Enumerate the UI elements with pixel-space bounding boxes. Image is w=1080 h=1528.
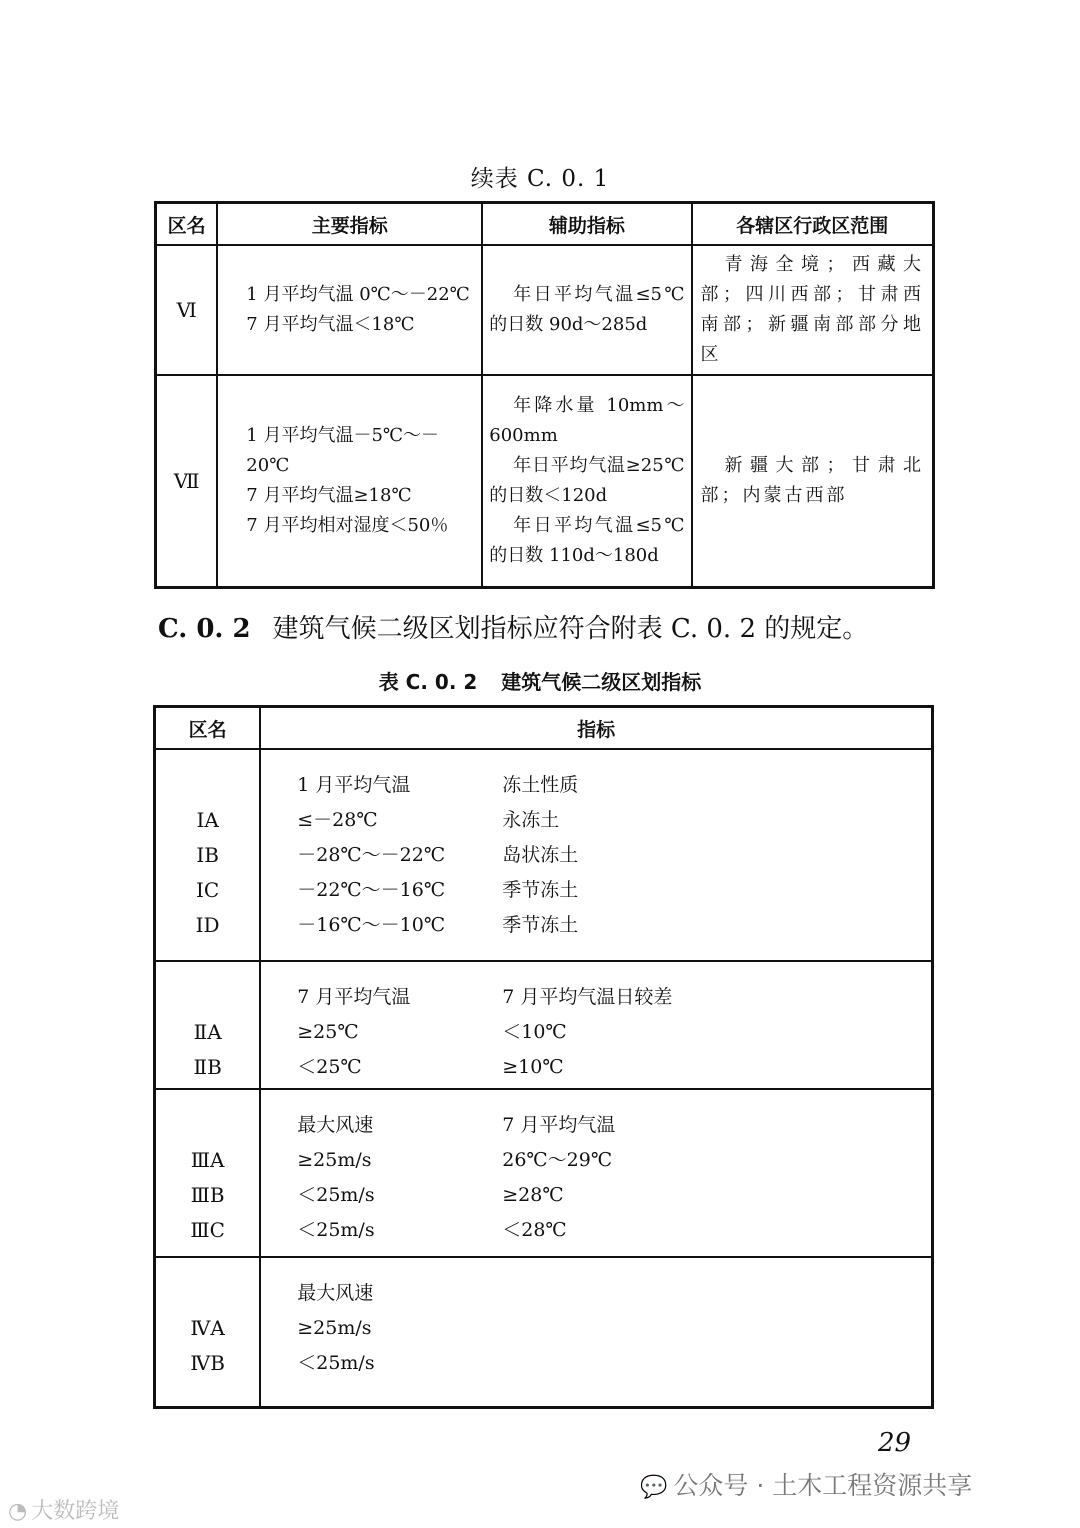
- aux-index-line: 年日平均气温≥25℃的日数＜120d: [489, 454, 685, 506]
- index-subheader: [297, 1276, 931, 1311]
- index-value: 永冻土: [502, 809, 560, 831]
- index-name: 最大风速: [297, 1114, 374, 1136]
- page-number: 29: [878, 1428, 912, 1458]
- index-row: [297, 1311, 931, 1346]
- index-value: ＜25℃: [297, 1056, 362, 1078]
- table-title: 建筑气候二级区划指标: [501, 670, 702, 694]
- main-index-cell: [217, 245, 482, 375]
- table-row: [156, 245, 934, 375]
- main-index-line: 7 月平均相对湿度＜50％: [246, 514, 449, 536]
- zone-cell: Ⅵ: [156, 245, 218, 375]
- watermark-brand: [8, 1494, 119, 1525]
- index-cell: [260, 961, 932, 1089]
- admin-scope-text: 新疆大部；甘肃北部；内蒙古西部: [700, 454, 924, 506]
- index-value: ≤－28℃: [297, 809, 378, 831]
- header-zone: 区名: [155, 707, 261, 750]
- table-number: 表 C. 0. 2: [378, 670, 478, 694]
- section-heading: [158, 608, 868, 645]
- index-value: 岛状冻土: [502, 844, 579, 866]
- index-row: [297, 1050, 931, 1085]
- index-value: ≥25℃: [297, 1021, 359, 1043]
- header-main-index: 主要指标: [217, 203, 482, 246]
- admin-scope-text: 青海全境；西藏大部；四川西部；甘肃西南部；新疆南部部分地区: [700, 254, 924, 365]
- index-row: [297, 1178, 931, 1213]
- aux-index-line: 年日平均气温≤5℃的日数 110d～180d: [489, 514, 685, 566]
- zone-label: ⅢC: [190, 1218, 225, 1242]
- admin-scope-cell: [692, 375, 934, 587]
- brand-logo-icon: ◔: [8, 1499, 28, 1524]
- index-row: [297, 1213, 931, 1248]
- watermark-account: [640, 1466, 972, 1502]
- watermark-account-text: 公众号 · 土木工程资源共享: [673, 1471, 973, 1500]
- index-value: ＜25m/s: [297, 1219, 375, 1241]
- index-value: ≥25m/s: [297, 1317, 372, 1339]
- table-c01-continued: [154, 201, 935, 589]
- index-name: 7 月平均气温: [502, 1114, 616, 1136]
- index-value: －28℃～－22℃: [297, 844, 446, 866]
- zone-label: ⅡA: [193, 1020, 222, 1044]
- index-value: 26℃～29℃: [502, 1149, 613, 1171]
- table-header-row: [155, 707, 933, 750]
- index-row: [297, 1346, 931, 1381]
- index-name: 1 月平均气温: [297, 774, 411, 796]
- index-value: ＜28℃: [502, 1219, 567, 1241]
- zone-cell: [155, 749, 261, 961]
- index-value: ＜25m/s: [297, 1352, 375, 1374]
- index-value: －22℃～－16℃: [297, 879, 446, 901]
- section-text: 建筑气候二级区划指标应符合附表 C. 0. 2 的规定。: [272, 614, 869, 644]
- zone-label: ⅢA: [190, 1148, 225, 1172]
- table-caption: [0, 666, 1080, 695]
- index-name: 7 月平均气温: [297, 986, 411, 1008]
- zone-label: ⅣA: [190, 1316, 225, 1340]
- admin-scope-cell: [692, 245, 934, 375]
- table-row: [155, 749, 933, 961]
- zone-cell: [155, 1089, 261, 1257]
- aux-index-line: 年日平均气温≤5℃的日数 90d～285d: [489, 284, 685, 335]
- index-row: [297, 838, 931, 873]
- section-number: C. 0. 2: [158, 614, 251, 644]
- zone-label: ⅠC: [196, 878, 220, 902]
- index-value: ＜10℃: [502, 1021, 567, 1043]
- table-c02: [153, 705, 934, 1409]
- index-name: 7 月平均气温日较差: [502, 986, 673, 1008]
- wechat-icon: 💬: [640, 1475, 668, 1500]
- aux-index-cell: [482, 245, 691, 375]
- index-row: [297, 873, 931, 908]
- index-subheader: [297, 980, 931, 1015]
- index-value: ≥10℃: [502, 1056, 564, 1078]
- index-value: 季节冻土: [502, 914, 579, 936]
- table-header-row: [156, 203, 934, 246]
- index-subheader: [297, 1108, 931, 1143]
- index-row: [297, 803, 931, 838]
- watermark-brand-text: 大数跨境: [31, 1499, 120, 1524]
- aux-index-cell: [482, 375, 691, 587]
- header-index: 指标: [260, 707, 932, 750]
- zone-cell: Ⅶ: [156, 375, 218, 587]
- main-index-line: 7 月平均气温＜18℃: [246, 314, 415, 335]
- index-cell: [260, 1089, 932, 1257]
- aux-index-line: 年降水量 10mm～600mm: [489, 394, 685, 446]
- zone-label: ⅠD: [195, 913, 220, 937]
- index-value: －16℃～－10℃: [297, 914, 446, 936]
- main-index-line: 7 月平均气温≥18℃: [246, 484, 412, 506]
- table-row: [155, 961, 933, 1089]
- zone-cell: [155, 961, 261, 1089]
- header-aux-index: 辅助指标: [482, 203, 691, 246]
- index-row: [297, 1143, 931, 1178]
- index-value: 季节冻土: [502, 879, 579, 901]
- zone-label: ⅠA: [196, 808, 219, 832]
- header-admin-scope: 各辖区行政区范围: [692, 203, 934, 246]
- index-row: [297, 908, 931, 943]
- zone-label: ⅠB: [196, 843, 219, 867]
- table-caption-continued: 续表 C. 0. 1: [470, 166, 610, 192]
- index-name: 最大风速: [297, 1282, 374, 1304]
- index-cell: [260, 1257, 932, 1407]
- zone-label: ⅣB: [190, 1351, 225, 1375]
- index-name: 冻土性质: [502, 774, 579, 796]
- index-value: ＜25m/s: [297, 1184, 375, 1206]
- table-row: [156, 375, 934, 587]
- zone-label: ⅡB: [193, 1055, 222, 1079]
- index-row: [297, 1015, 931, 1050]
- main-index-cell: [217, 375, 482, 587]
- main-index-line: 1 月平均气温 0℃～－22℃: [246, 284, 470, 305]
- index-cell: [260, 749, 932, 961]
- table-row: [155, 1089, 933, 1257]
- index-value: ≥28℃: [502, 1184, 564, 1206]
- zone-cell: [155, 1257, 261, 1407]
- header-zone: 区名: [156, 203, 218, 246]
- index-subheader: [297, 768, 931, 803]
- zone-label: ⅢB: [190, 1183, 225, 1207]
- main-index-line: 1 月平均气温－5℃～－20℃: [246, 424, 440, 476]
- index-value: ≥25m/s: [297, 1149, 372, 1171]
- table-row: [155, 1257, 933, 1407]
